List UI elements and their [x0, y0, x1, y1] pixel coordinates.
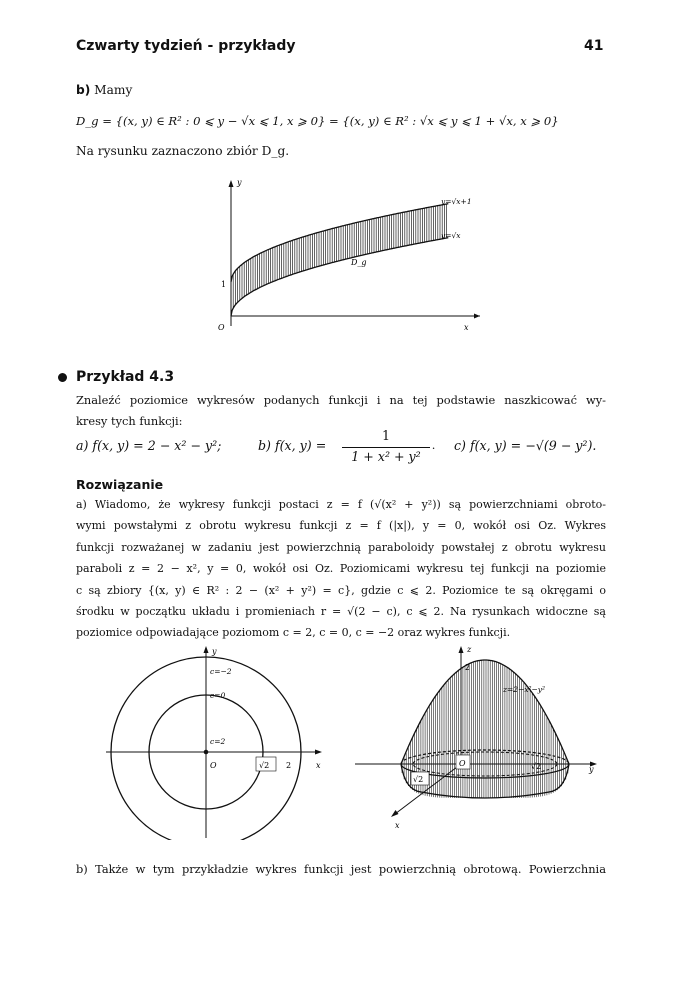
- figure-caption: Na rysunku zaznaczono zbiór D_g.: [76, 144, 290, 158]
- solution-line: poziomice odpowiadające poziomom c = 2, c = 0, c = −2 oraz wykres funkcji.: [76, 626, 511, 640]
- solution-line: a) Wiadomo, że wykresy funkcji postaci z = f (√(x² + y²)) są powierzchniami obroto-: [76, 498, 606, 511]
- item-a: a) f(x, y) = 2 − x² − y²;: [76, 438, 222, 453]
- x-axis-arrow: [391, 810, 399, 817]
- task-line: Znaleźć poziomice wykresów podanych funkcji i na tej podstawie naszkicować wy-: [76, 393, 606, 407]
- z-axis-label: z: [467, 645, 472, 654]
- bullet-icon: [58, 373, 67, 382]
- label-c-0: c=0: [210, 691, 226, 700]
- part-b-label: b): [76, 83, 91, 97]
- lower-curve-label: y=√x: [441, 231, 461, 240]
- tick-sqrt2: √2: [259, 761, 270, 770]
- y-axis-label: y: [237, 178, 242, 187]
- x-axis-label: x: [464, 323, 469, 332]
- solution-line: paraboli z = 2 − x², y = 0, wokół osi Oz. Poziomicami wykresu tej funkcji na poziomie: [76, 562, 606, 576]
- solution-line: funkcji rozważanej w zadaniu jest powierzchnią paraboloidy powstałej z obrotu wykresu: [76, 540, 606, 554]
- surface-label: z=2−x²−y²: [503, 685, 546, 694]
- y-axis-arrow: [229, 180, 234, 187]
- part-b-lead: Mamy: [94, 83, 133, 97]
- x-axis-label: x: [316, 761, 321, 770]
- tick-2: 2: [286, 761, 292, 770]
- tick-label-1: 1: [221, 280, 227, 289]
- task-line: kresy tych funkcji:: [76, 414, 183, 429]
- region-hatch: [231, 204, 447, 316]
- page-number: 41: [584, 38, 604, 54]
- domain-region-figure: [195, 170, 505, 345]
- domain-formula: D_g = {(x, y) ∈ R² : 0 ⩽ y − √x ⩽ 1, x ⩾ 0} = {(x, y) ∈ R² : √x ⩽ y ⩽ 1 + √x, x ⩾ 0}: [76, 114, 559, 128]
- upper-curve-label: y=√x+1: [441, 197, 472, 206]
- solution-paragraph: [76, 494, 606, 644]
- example-title: Przykład 4.3: [76, 369, 175, 385]
- solution-line: wymi powstałymi z obrotu wykresu funkcji z = f (|x|), y = 0, wokół osi Oz. Wykres: [76, 519, 606, 533]
- origin-label: O: [218, 323, 225, 332]
- footer-line: b) Także w tym przykładzie wykres funkcji jest powierzchnią obrotową. Powierzchnia: [76, 862, 606, 876]
- label-c-2: c=2: [210, 737, 226, 746]
- solution-line: c są zbiory {(x, y) ∈ R² : 2 − (x² + y²) = c}, gdzie c ⩽ 2. Poziomice te są okręgami o: [76, 583, 606, 597]
- item-c: c) f(x, y) = −√(9 − y²).: [454, 438, 597, 453]
- level-curves-figure: [96, 640, 336, 840]
- y-axis-label: y: [212, 647, 217, 656]
- y-axis-label: y: [589, 765, 594, 774]
- origin-label: O: [459, 759, 466, 768]
- paraboloid-figure: [355, 640, 605, 840]
- region-label: D_g: [351, 258, 367, 267]
- example-task: [76, 390, 606, 433]
- origin-label: O: [210, 761, 217, 770]
- level-point-c-2: [204, 750, 209, 755]
- item-b-prefix: b) f(x, y) =: [258, 438, 327, 453]
- z-axis-arrow: [459, 646, 464, 653]
- x-axis-arrow: [474, 314, 480, 319]
- item-b-suffix: .: [432, 438, 436, 452]
- part-b-next: [76, 859, 606, 880]
- x-axis-arrow: [315, 750, 322, 755]
- running-header-title: Czwarty tydzień - przykłady: [76, 38, 296, 54]
- lower-curve: [231, 238, 448, 316]
- y-axis-arrow: [204, 646, 209, 653]
- item-b-numerator: 1: [381, 428, 390, 443]
- tick-2: 2: [465, 663, 471, 672]
- tick-sqrt2-y: √2: [531, 762, 542, 771]
- tick-sqrt2-x: √2: [413, 775, 424, 784]
- x-axis-label: x: [395, 821, 400, 830]
- fraction-bar: [342, 447, 430, 448]
- label-c-minus-2: c=−2: [210, 667, 232, 676]
- item-b-denominator: 1 + x² + y²: [351, 449, 421, 464]
- part-b-intro: [76, 80, 132, 101]
- solution-heading: Rozwiązanie: [76, 477, 164, 492]
- solution-line: środku w początku układu i promieniach r = √(2 − c), c ⩽ 2. Na rysunkach widoczne są: [76, 605, 606, 619]
